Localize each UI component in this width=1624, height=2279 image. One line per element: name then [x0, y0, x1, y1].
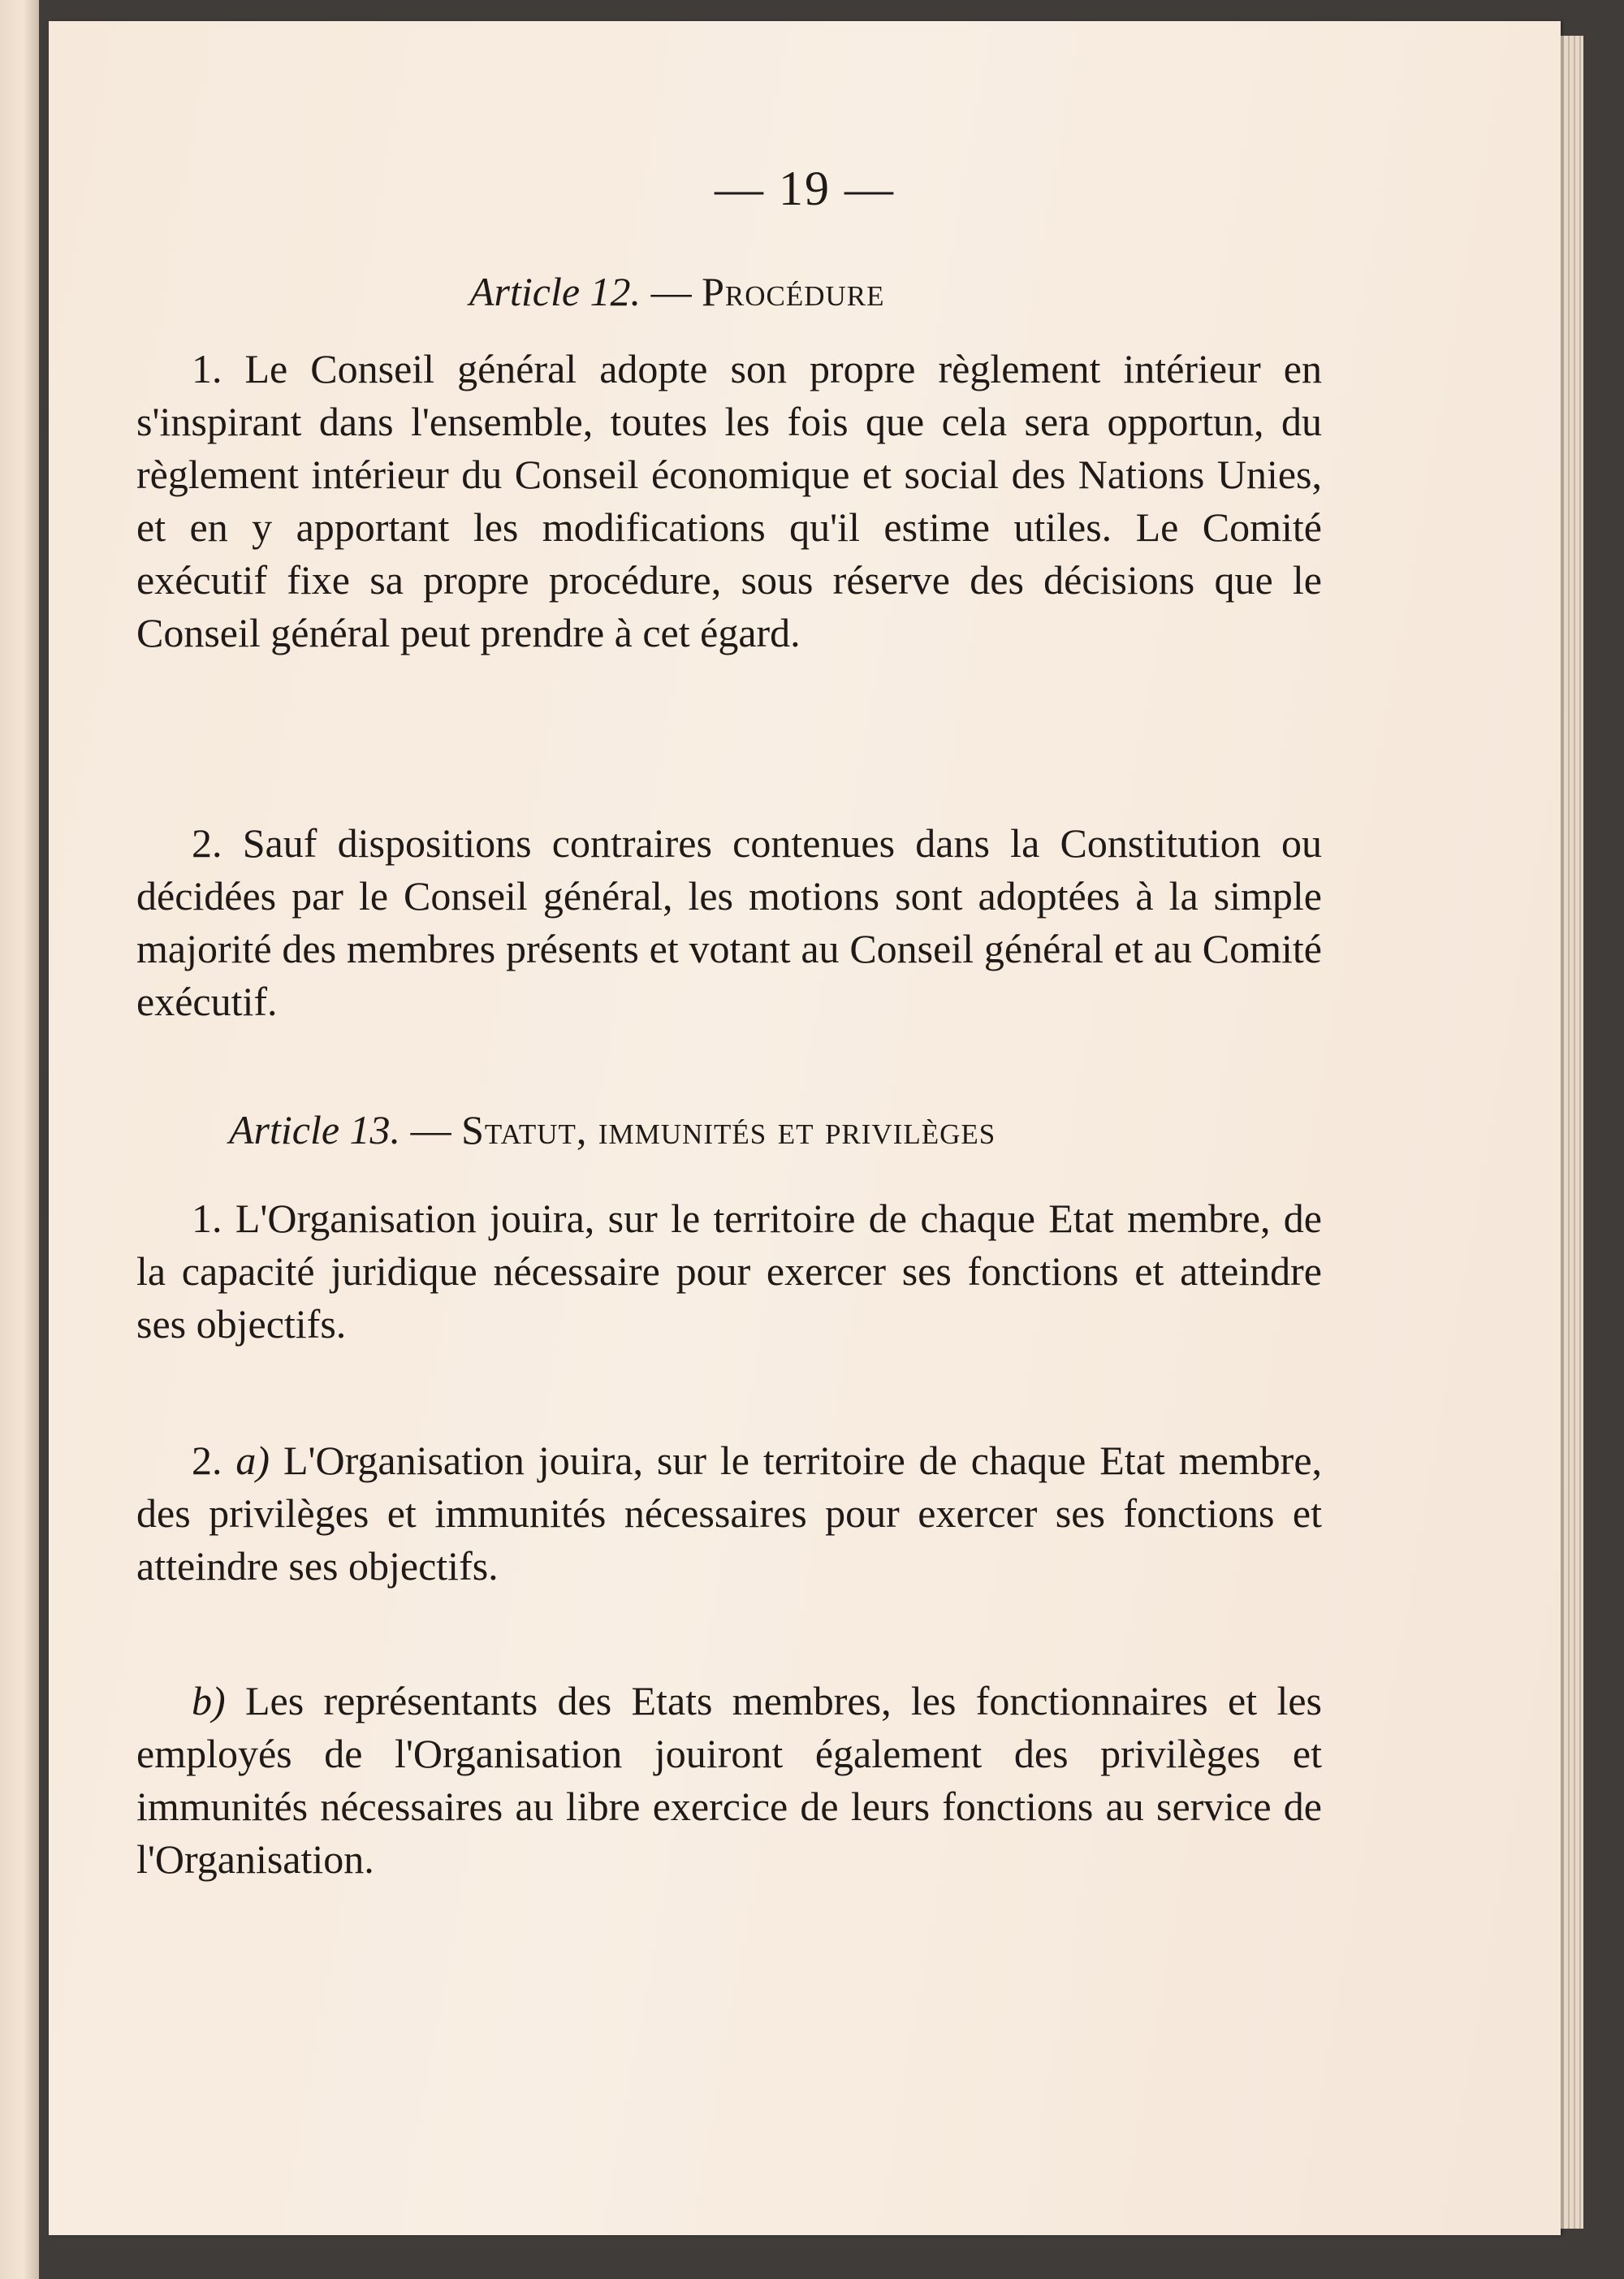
page-number: — 19 —	[715, 162, 895, 215]
book-page	[49, 21, 1561, 2235]
article-13-paragraph-2b	[136, 1675, 1322, 1886]
article-13-label: Article 13.	[229, 1107, 401, 1152]
article-13-separator: —	[400, 1107, 462, 1152]
article-13-paragraph-2a	[136, 1434, 1322, 1593]
article-12-label: Article 12.	[469, 269, 641, 314]
article-12-paragraph-2: 2. Sauf dispositions contraires contenues dans la Constitution ou décidées par le Conseil général, les motions sont adoptées à la simple majorité des membres présents et votant au Conseil général et au Comité exécutif.	[136, 820, 1322, 1024]
article-13-paragraph-3-text: Les représentants des Etats membres, les fonctionnaires et les employés de l'Organisation jouiront également des privilèges et immunités nécessaires au libre exercice de leurs fonctions au service de l'Organisation.	[136, 1678, 1322, 1882]
article-13-heading	[229, 1106, 996, 1153]
article-13-paragraph-3-letter: b)	[192, 1678, 226, 1723]
article-12-title: Procédure	[702, 269, 885, 314]
left-page-edge	[0, 0, 39, 2279]
article-13-paragraph-2-text: L'Organisation jouira, sur le territoire de chaque Etat membre, des privilèges et immunités nécessaires pour exercer ses fonctions et atteindre ses objectifs.	[136, 1438, 1323, 1589]
article-13-title: Statut, immunités et privilèges	[461, 1107, 996, 1152]
article-12-heading	[469, 268, 885, 315]
article-13-paragraph-2-letter: a)	[235, 1438, 270, 1483]
article-12-separator: —	[641, 269, 702, 314]
article-13-paragraph-1: 1. L'Organisation jouira, sur le territoire de chaque Etat membre, de la capacité juridique nécessaire pour exercer ses fonctions et atteindre ses objectifs.	[136, 1196, 1322, 1347]
article-12-paragraph-1: 1. Le Conseil général adopte son propre règlement intérieur en s'inspirant dans l'ensemble, toutes les fois que cela sera opportun, du règlement intérieur du Conseil économique et social des Nations Unies, et en y apportant les modifications qu'il estime utiles. Le Comité exécutif fixe sa propre procédure, sous réserve des décisions que le Conseil général peut prendre à cet égard.	[136, 346, 1322, 655]
article-13-paragraph-2-number: 2.	[192, 1438, 236, 1483]
